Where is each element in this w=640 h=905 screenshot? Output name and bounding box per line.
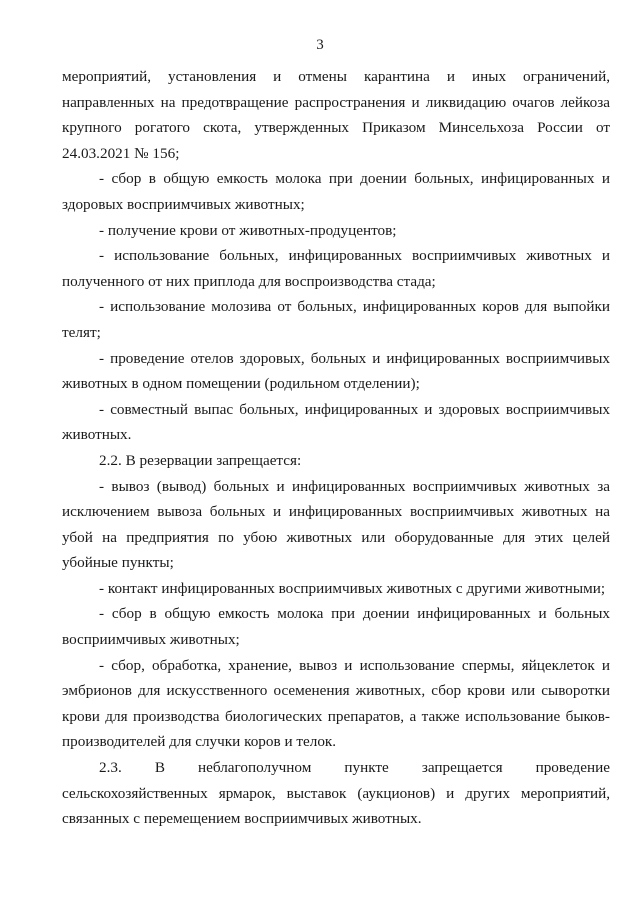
paragraph-intro-continuation: мероприятий, установления и отмены карантина и иных ограничений, направленных на предотвращение распространения и ликвидацию очагов лейкоза крупного рогатого скота, утвержденных Приказом Минсельхоза России от 24.03.2021 № 156; (62, 68, 610, 162)
paragraph-blood-from-producers: - получение крови от животных-продуцентов; (99, 221, 397, 239)
section-2-2-heading: 2.2. В резервации запрещается: (99, 451, 302, 469)
paragraph-milk-collection: - сбор в общую емкость молока при доении больных, инфицированных и здоровых восприимчивых животных; (62, 170, 610, 213)
paragraph-milk-collection-infected: - сбор в общую емкость молока при доении инфицированных и больных восприимчивых животных; (62, 605, 610, 649)
paragraph-colostrum-use: - использование молозива от больных, инфицированных коров для выпойки телят; (62, 298, 610, 341)
document-body (62, 64, 610, 832)
paragraph-joint-grazing: - совместный выпас больных, инфицированных и здоровых восприимчивых животных. (62, 400, 610, 444)
paragraph-herd-reproduction: - использование больных, инфицированных восприимчивых животных и полученного от них приплода для воспроизводства стада; (62, 247, 610, 290)
section-2-3-paragraph: 2.3. В неблагополучном пункте запрещается проведение сельскохозяйственных ярмарок, выставок (аукционов) и других мероприятий, связанных с перемещением восприимчивых животных. (62, 759, 610, 828)
page-number: 3 (316, 37, 324, 53)
paragraph-animal-contact: - контакт инфицированных восприимчивых животных с другими животными; (99, 579, 606, 597)
paragraph-animal-removal: - вывоз (вывод) больных и инфицированных восприимчивых животных за исключением вывоза больных и инфицированных восприимчивых животных на убой на предприятия по убою животных или оборудованные для этих целей убойные пункты; (62, 477, 610, 572)
paragraph-semen-embryos: - сбор, обработка, хранение, вывоз и использование спермы, яйцеклеток и эмбрионов для искусственного осеменения животных, сбор крови или сыворотки крови для производства биологических препаратов, а также использование быков-производителей для случки коров и телок. (62, 656, 610, 751)
paragraph-calving: - проведение отелов здоровых, больных и инфицированных восприимчивых животных в одном помещении (родильном отделении); (62, 349, 610, 393)
